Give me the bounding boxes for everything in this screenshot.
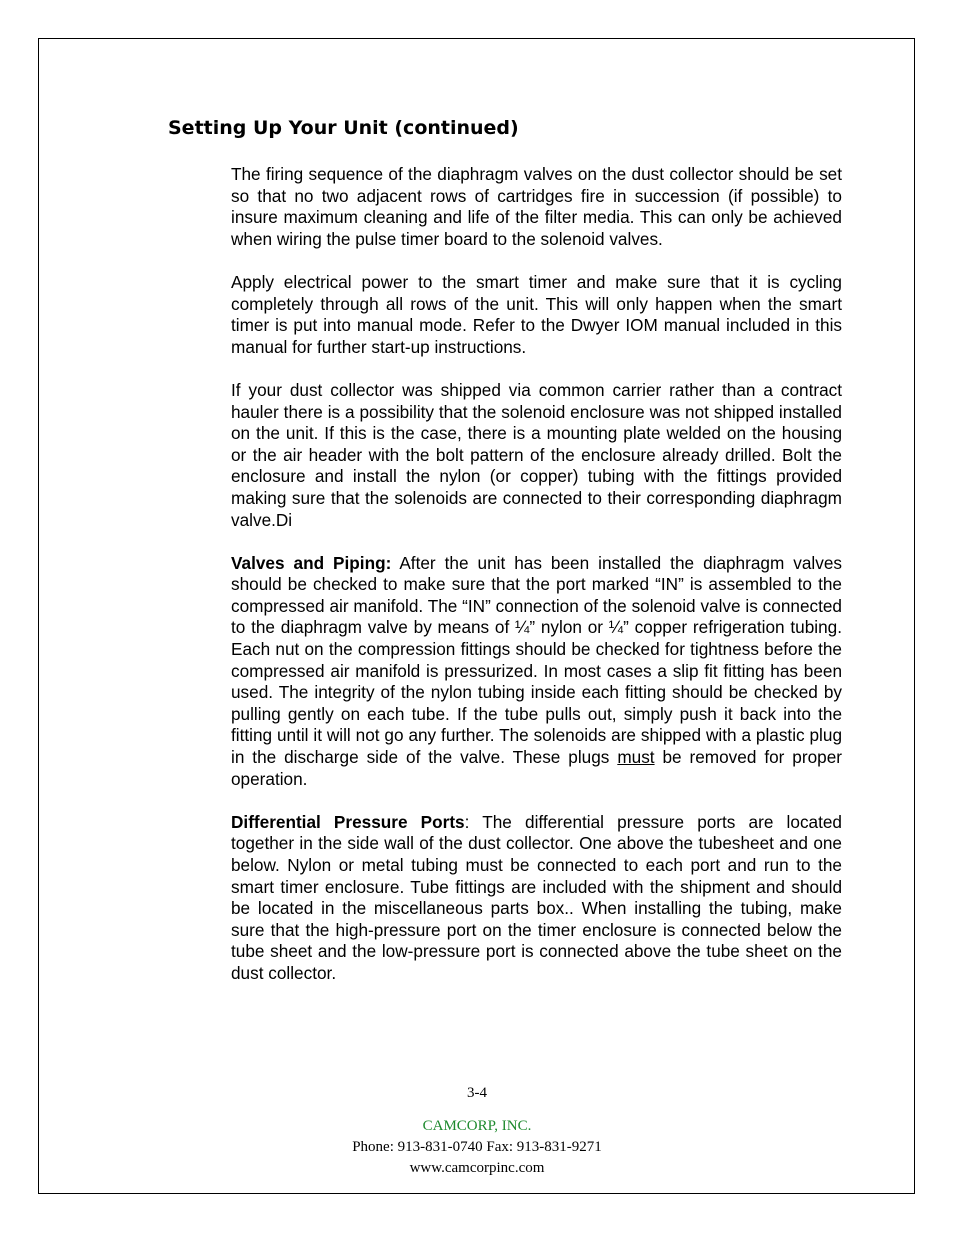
differential-pressure-label: Differential Pressure Ports — [231, 811, 465, 832]
body-content — [231, 164, 842, 1006]
valves-piping-text-b: be removed for proper operation. — [231, 747, 842, 789]
valves-piping-underlined: must — [617, 747, 655, 768]
page-number: 3-4 — [467, 1085, 487, 1101]
paragraph-firing-sequence: The firing sequence of the diaphragm valves on the dust collector should be set so that no two adjacent rows of cartridges fire in succession (if possible) to insure maximum cleaning and life of the filter media. This can only be achieved when wiring the pulse timer board to the solenoid valves. — [231, 164, 842, 249]
valves-piping-text-a: After the unit has been installed the diaphragm valves should be checked to make sure that the port marked “IN” is assembled to the compressed air manifold. The “IN” connection of the solenoid valve is connected to the diaphragm valve by means of ¼” nylon or ¼” copper refrigeration tubing. Each nut on the compression fittings should be checked for tightness before the compressed air manifold is pressurized. In most cases a slip fit fitting has been used. The integrity of the nylon tubing inside each fitting should be checked by pulling gently on each tube. If the tube pulls out, simply push it back into the fitting until it will not go any further. The solenoids are shipped with a plastic plug in the discharge side of the valve. These plugs — [231, 552, 842, 768]
paragraph-shipping: If your dust collector was shipped via common carrier rather than a contract hauler there is a possibility that the solenoid enclosure was not shipped installed on the unit. If this is the case, there is a mounting plate welded on the housing or the air header with the bolt pattern of the enclosure already drilled. Bolt the enclosure and install the nylon (or copper) tubing with the fittings provided making sure that the solenoids are connected to their corresponding diaphragm valve.Di — [231, 379, 842, 530]
valves-piping-label: Valves and Piping: — [231, 552, 392, 573]
paragraph-valves-piping — [231, 553, 842, 791]
paragraph-differential-pressure — [231, 812, 842, 985]
paragraph-electrical-power: Apply electrical power to the smart timer and make sure that it is cycling completely through all rows of the unit. This will only happen when the smart timer is put into manual mode. Refer to the Dwyer IOM manual included in this manual for further start-up instructions. — [231, 271, 842, 357]
company-name: CAMCORP, INC. — [422, 1118, 532, 1134]
differential-pressure-text: : The differential pressure ports are located together in the side wall of the dust collector. One above the tubesheet and one below. Nylon or metal tubing must be connected to each port and run to the smart timer enclosure. Tube fittings are included with the shipment and should be located in the miscellaneous parts box.. When installing the tubing, make sure that the high-pressure port on the timer enclosure is connected below the tube sheet and the low-pressure port is connected above the tube sheet on the dust collector. — [231, 811, 842, 983]
section-heading: Setting Up Your Unit (continued) — [168, 117, 519, 139]
company-phone: Phone: 913-831-0740 Fax: 913-831-9271 — [352, 1139, 602, 1155]
company-website: www.camcorpinc.com — [409, 1160, 545, 1176]
